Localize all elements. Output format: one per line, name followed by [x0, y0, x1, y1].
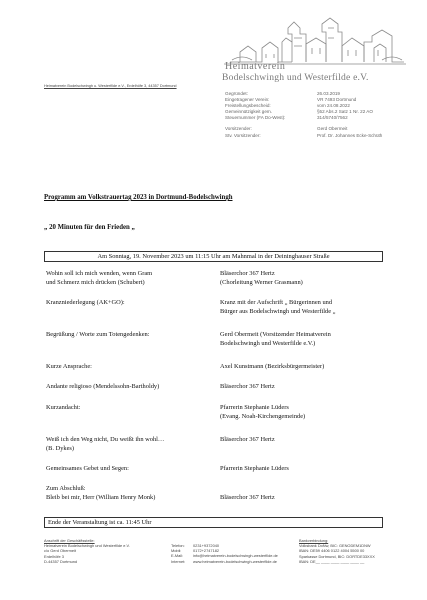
end-note: Ende der Veranstaltung ist ca. 11:45 Uhr: [44, 517, 383, 528]
info-row: Freistellungsbescheid: vom 24.08.2022: [225, 103, 350, 109]
sender-address-line: Heimatverein Bodelschwingh u. Westerfilde e.V., Erdelhöfe 3, 44357 Dortmund: [44, 84, 177, 88]
program-item: Kurze Ansprache:: [46, 363, 92, 370]
program-performer: Bläserchor 367 Hertz: [220, 383, 275, 390]
board-row: Stv. Vorsitzender: Prof. Dr. Johannes Ecke-Schüth: [225, 132, 383, 138]
program-performer: Kranz mit der Aufschrift „ Bürgerinnen und Bürger aus Bodelschwingh und Westerfilde „: [220, 299, 336, 315]
program-performer: Axel Kunstmann (Bezirksbürgermeister): [220, 363, 325, 370]
program-item: Begrüßung / Worte zum Totengedenken:: [46, 331, 150, 338]
program-performer: Bläserchor 367 Hertz: [220, 436, 275, 443]
info-row: Eingetragener Verein: VR 7493 Dortmund: [225, 97, 357, 103]
footer-address: Anschrift der Geschäftsstelle: Heimatverein Bodelschwingh und Westerfilde e.V. c/o Gerd Obermeit Erdelhöfe 3 D-44357 Dortmund: [44, 538, 130, 564]
email-link[interactable]: info@heimatverein-bodelschwingh-westerfilde.de: [193, 553, 278, 559]
org-name-line2: Bodelschwingh und Westerfilde e.V.: [222, 72, 369, 83]
org-wordmark: [222, 61, 412, 83]
program-item: Gemeinsames Gebet und Segen:: [46, 465, 129, 472]
program-item: Kurzandacht:: [46, 404, 81, 411]
program-performer: Bläserchor 367 Hertz (Chorleitung Werner Grasmann): [220, 270, 303, 286]
info-row: Gegründet: 26.03.2019: [225, 91, 340, 96]
program-performer: Pfarrerin Stephanie Lüders (Evang. Noah-Kirchengemeinde): [220, 404, 306, 420]
program-item: Wohin soll ich mich wenden, wenn Gram und Schmerz mich drücken (Schubert): [46, 270, 153, 286]
event-banner: Am Sonntag, 19. November 2023 um 11:15 Uhr am Mahnmal in der Deininghauser Straße: [44, 251, 383, 262]
document-heading: Programm am Volkstrauertag 2023 in Dortmund-Bodelschwingh: [44, 194, 233, 201]
website-link[interactable]: www.heimatverein-bodelschwingh-westerfilde.de: [193, 558, 277, 564]
program-item: Weiß ich den Weg nicht, Du weißt ihn wohl… (B. Dykes): [46, 436, 165, 452]
program-item: Zum Abschluß: Bleib bei mir, Herr (William Henry Monk): [46, 485, 156, 501]
footer-bank: Bankverbindung: Volksbank DoNw, BIC: GENODEM1DNW IBAN: DE59 4406 0122 4004 5500 00 Sparkasse Dortmund, BIC: DORTDE33XXX IBAN: DE__ ____ ____ ____ ____ __: [299, 538, 375, 564]
info-row: Gemeinnützigkeit gem. §52 Abs.2 Satz 1 Nr. 22 AO: [225, 109, 373, 115]
program-item: Andante religioso (Mendelssohn-Bartholdy): [46, 383, 160, 390]
program-performer: Gerd Obermeit (Vorsitzender Heimatverein Bodelschwingh und Westerfilde e.V.): [220, 331, 331, 347]
org-info-block: [225, 91, 382, 139]
program-item: Kranzniederlegung (AK+GO):: [46, 299, 125, 306]
info-row: Steuernummer (FA Do-West): 314/5740/7562: [225, 115, 348, 121]
document-subheading: „ 20 Minuten für den Frieden „: [44, 224, 135, 231]
footer-contact: Telefon: 0231+9372040 Mobil: 0172+2747182 E-Mail: info@heimatverein-bodelschwingh-westerfilde.de Internet: www.heimatverein-bodelschwingh-westerfilde.de: [171, 543, 278, 564]
org-name-line1: Heimatverein: [225, 61, 286, 72]
program-performer: Pfarrerin Stephanie Lüders: [220, 465, 289, 472]
program-performer: Bläserchor 367 Hertz: [220, 493, 275, 501]
board-row: Vorsitzender: Gerd Obermeit: [225, 126, 348, 132]
